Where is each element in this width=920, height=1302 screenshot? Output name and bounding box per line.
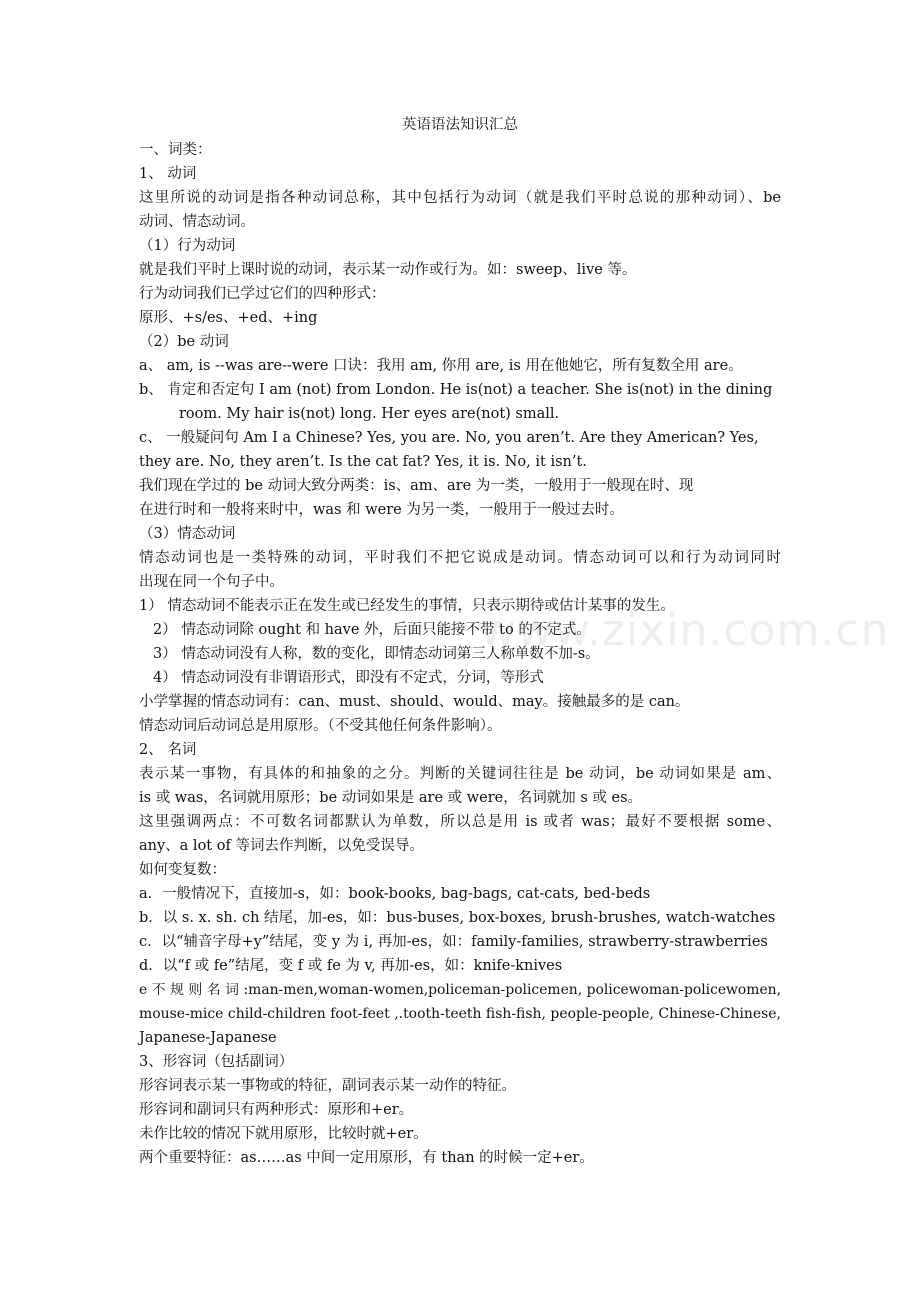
subsection-heading: （2）be 动词 [139, 334, 229, 350]
list-item: 3） 情态动词没有人称，数的变化，即情态动词第三人称单数不加-s。 [153, 646, 600, 662]
paragraph-line: 在进行时和一般将来时中，was 和 were 为另一类，一般用于一般过去时。 [139, 502, 624, 518]
list-item: b、 肯定和否定句 I am (not) from London. He is(not) a teacher. She is(not) in the dining [139, 382, 773, 398]
paragraph-line: 这里所说的动词是指各种动词总称，其中包括行为动词（就是我们平时总说的那种动词）、be [139, 190, 781, 206]
subsection-heading: 2、 名词 [139, 742, 197, 758]
paragraph-line: 未作比较的情况下就用原形，比较时就+er。 [139, 1126, 428, 1142]
list-item: b．以 s. x. sh. ch 结尾，加-es，如：bus-buses, box-boxes, brush-brushes, watch-watches [139, 910, 776, 926]
paragraph-line: 表示某一事物，有具体的和抽象的之分。判断的关键词往往是 be 动词，be 动词如果是 am、 [139, 766, 781, 782]
list-item: c、 一般疑问句 Am I a Chinese? Yes, you are. No, you aren’t. Are they American? Yes, [139, 430, 759, 446]
paragraph-line: is 或 was，名词就用原形；be 动词如果是 are 或 were，名词就加 s 或 es。 [139, 790, 643, 806]
subsection-heading: 1、 动词 [139, 166, 197, 182]
paragraph-line: 形容词和副词只有两种形式：原形和+er。 [139, 1102, 414, 1118]
paragraph-line: 行为动词我们已学过它们的四种形式： [139, 286, 386, 302]
paragraph-line: 情态动词也是一类特殊的动词，平时我们不把它说成是动词。情态动词可以和行为动词同时 [139, 550, 781, 566]
subsection-heading: 3、形容词（包括副词） [139, 1054, 294, 1070]
list-item: d．以“f 或 fe”结尾，变 f 或 fe 为 v, 再加-es，如：knife-knives [139, 958, 563, 974]
document-body [139, 138, 781, 1170]
section-heading: 一、词类： [139, 142, 212, 158]
list-item: c．以“辅音字母+y”结尾，变 y 为 i, 再加-es，如：family-families, strawberry-strawberries [139, 934, 768, 950]
watermark: www.zixin.com.cn [480, 605, 890, 656]
list-item: 1） 情态动词不能表示正在发生或已经发生的事情，只表示期待或估计某事的发生。 [139, 598, 675, 614]
list-item: a、 am, is --was are--were 口诀：我用 am, 你用 are, is 用在他她它，所有复数全用 are。 [139, 358, 743, 374]
list-item: 4） 情态动词没有非谓语形式，即没有不定式，分词，等形式 [153, 670, 544, 686]
paragraph-line: 出现在同一个句子中。 [139, 574, 284, 590]
paragraph-line: 两个重要特征：as……as 中间一定用原形，有 than 的时候一定+er。 [139, 1150, 594, 1166]
paragraph-line: 我们现在学过的 be 动词大致分两类：is、am、are 为一类，一般用于一般现在时、现 [139, 478, 694, 494]
paragraph-line: 原形、+s/es、+ed、+ing [139, 310, 318, 326]
list-item-continuation: mouse-mice child-children foot-feet ,.tooth-teeth fish-fish, people-people, Chinese-Chinese, [139, 1006, 781, 1022]
paragraph-line: 动词、情态动词。 [139, 214, 255, 230]
list-item: a．一般情况下，直接加-s，如：book-books, bag-bags, cat-cats, bed-beds [139, 886, 651, 902]
paragraph-line: 小学掌握的情态动词有：can、must、should、would、may。接触最多的是 can。 [139, 694, 690, 710]
list-item: 2） 情态动词除 ought 和 have 外，后面只能接不带 to 的不定式。 [153, 622, 591, 638]
document-title: 英语语法知识汇总 [402, 117, 518, 133]
paragraph-line: 这里强调两点：不可数名词都默认为单数，所以总是用 is 或者 was；最好不要根据 some、 [139, 814, 781, 830]
paragraph-line: 就是我们平时上课时说的动词，表示某一动作或行为。如：sweep、live 等。 [139, 262, 637, 278]
list-item-continuation: Japanese-Japanese [139, 1030, 277, 1046]
list-item: e 不 规 则 名 词 :man-men,woman-women,policeman-policemen, policewoman-policewomen, [139, 982, 781, 998]
paragraph-line: any、a lot of 等词去作判断，以免受误导。 [139, 838, 424, 854]
list-item-continuation: they are. No, they aren’t. Is the cat fat? Yes, it is. No, it isn’t. [139, 454, 587, 470]
subsection-heading: （3）情态动词 [139, 526, 236, 542]
list-item-continuation: room. My hair is(not) long. Her eyes are(not) small. [179, 406, 560, 422]
subsection-heading: （1）行为动词 [139, 238, 236, 254]
paragraph-line: 如何变复数： [139, 862, 226, 878]
paragraph-line: 形容词表示某一事物或的特征，副词表示某一动作的特征。 [139, 1078, 516, 1094]
paragraph-line: 情态动词后动词总是用原形。（不受其他任何条件影响）。 [139, 718, 502, 734]
